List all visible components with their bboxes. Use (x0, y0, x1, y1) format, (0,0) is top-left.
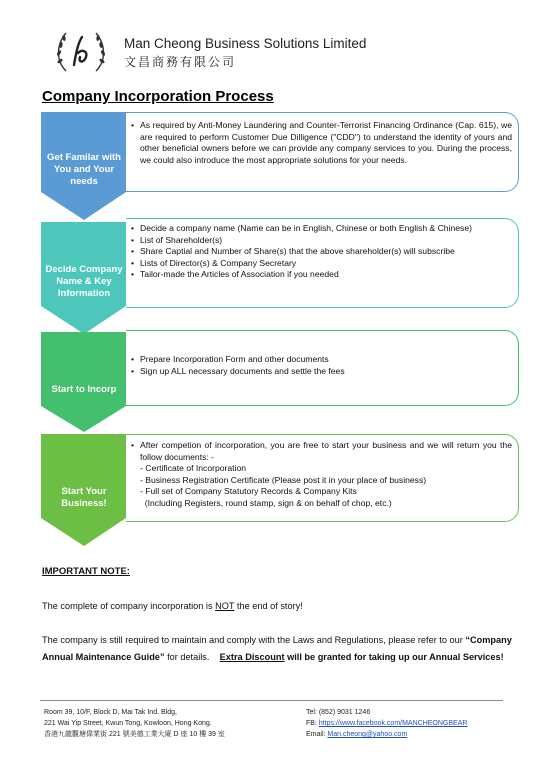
step-4-bullet: • After competion of incorporation, you are free to start your business and we will return you the follow documents: - (131, 440, 512, 463)
step-4-sub-item: - Business Registration Certificate (Please post it in your place of business) (140, 474, 427, 485)
email-label: Email: (306, 731, 328, 738)
note-paragraph-2 (42, 632, 512, 666)
step-2-bullet: • Share Captial and Number of Share(s) that the above shareholder(s) will subscribe (131, 246, 512, 258)
extra-discount: Extra Discount (219, 652, 285, 662)
step-3-label: Start to Incorp (51, 384, 117, 395)
footer-divider (40, 700, 503, 701)
note-emphasis: NOT (215, 601, 235, 611)
address-line-1: Room 39, 10/F, Block D, Mai Tak Ind. Bldg, (44, 709, 177, 716)
step-3-chevron (41, 332, 126, 432)
step-2-bullet: • Decide a company name (Name can be in English, Chinese or both English & Chinese) (131, 223, 512, 235)
telephone: Tel: (852) 9031 1246 (306, 709, 371, 716)
email-link[interactable]: Man.cheong@yahoo.com (327, 731, 408, 738)
note-text: for details. (164, 652, 220, 662)
step-1-details (126, 112, 519, 192)
step-3-bullet: • Prepare Incorporation Form and other documents (131, 354, 512, 366)
step-1-bullet: • As required by Anti-Money Laundering and Counter-Terrorist Financing Ordinance (Cap. 615), we are required to perform Customer Due Dilligence ("CDD") to understand the identity of yours and other beneficial owners before we can provide any company services to you. During the process, we could also introduce the most appropriate solutions for your needs. (131, 120, 512, 166)
note-text: the end of story! (234, 601, 303, 611)
page-title: Company Incorporation Process (42, 88, 274, 105)
email-line (306, 729, 467, 740)
facebook-line (306, 718, 467, 729)
company-name-zh: 文昌商務有限公司 (124, 55, 237, 69)
note-text: will be granted for taking up our Annual Services! (284, 652, 504, 662)
step-4-label: Start Your Business! (61, 486, 107, 509)
step-4-sub-item: - Certificate of Incorporation (140, 463, 247, 474)
company-name-en: Man Cheong Business Solutions Limited (124, 36, 367, 51)
step-4-sub-item: - Full set of Company Statutory Records & Company Kits (140, 486, 357, 497)
address-line-3-zh: 香港九龍觀塘偉業街 221 號美德工業大廈 D 座 10 樓 39 室 (44, 731, 225, 738)
footer-contact (306, 707, 467, 740)
step-2-bullet: • Lists of Director(s) & Company Secretary (131, 258, 512, 270)
step-4-sub-item: (Including Registers, round stamp, sign & on behalf of chop, etc.) (140, 497, 392, 508)
important-note-heading: IMPORTANT NOTE: (42, 566, 130, 577)
step-2-label: Decide Company Name & Key Information (45, 264, 123, 299)
note-paragraph-1 (42, 601, 303, 611)
note-text: The complete of company incorporation is (42, 601, 216, 611)
guide-name: “Company Annual Maintenance Guide” (42, 635, 512, 662)
step-2-bullet: • Tailor-made the Articles of Association if you needed (131, 269, 512, 281)
step-3-details (126, 330, 519, 406)
step-2-bullet: • List of Shareholder(s) (131, 235, 512, 247)
footer-address (44, 707, 225, 740)
facebook-link[interactable]: https://www.facebook.com/MANCHEONGBEAR (318, 720, 468, 727)
step-1-label: Get Familar with You and Your needs (47, 152, 121, 187)
step-3-bullet: • Sign up ALL necessary documents and settle the fees (131, 366, 512, 378)
step-4-details (126, 434, 519, 522)
step-2-details (126, 218, 519, 308)
address-line-2: 221 Wai Yip Street, Kwun Tong, Kowloon, Hong Kong. (44, 720, 212, 727)
note-text: The company is still required to maintain and comply with the Laws and Regulations, please refer to our (42, 635, 466, 645)
facebook-label: FB: (306, 720, 319, 727)
